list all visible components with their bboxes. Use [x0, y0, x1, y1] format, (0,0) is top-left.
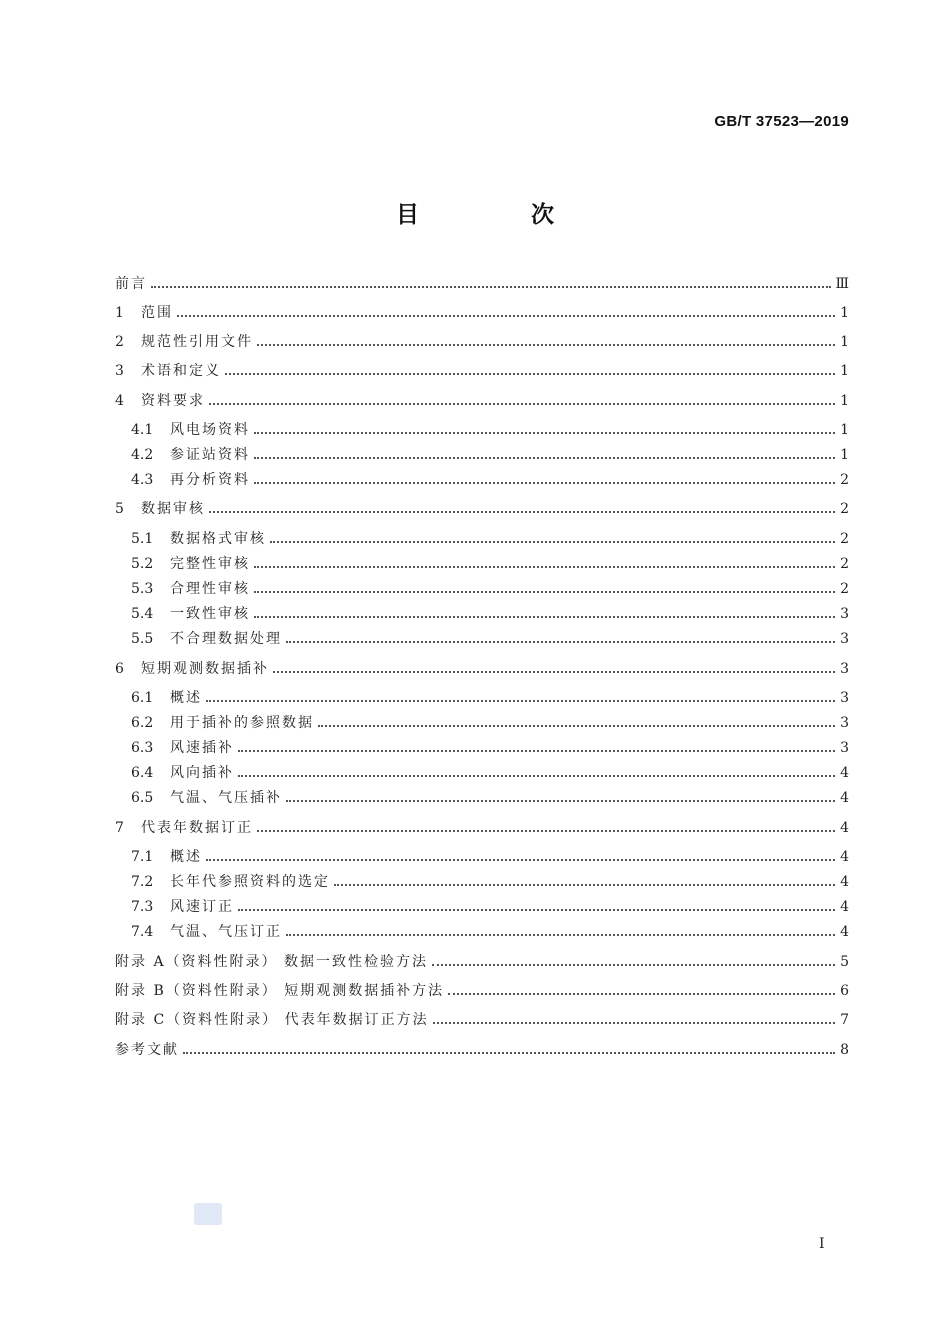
- toc-entry[interactable]: [115, 981, 849, 1001]
- toc-entry[interactable]: [115, 818, 849, 838]
- toc-entry-title: 不合理数据处理: [170, 631, 282, 647]
- toc-entry-page: 2: [840, 531, 849, 547]
- dot-leader: [254, 481, 835, 484]
- toc-entry-number: 5.5: [131, 631, 154, 647]
- toc-entry-page: 1: [840, 363, 849, 379]
- dot-leader: [254, 456, 835, 459]
- toc-entry-page: 8: [840, 1042, 849, 1058]
- dot-leader: [270, 540, 835, 543]
- toc-entry-page: 4: [840, 820, 849, 836]
- dot-leader: [273, 670, 835, 673]
- toc-entry-number: 4.3: [131, 472, 154, 488]
- toc-entry-page: 3: [840, 715, 849, 731]
- toc-entry[interactable]: [131, 847, 849, 867]
- toc-entry-number: 6.5: [131, 790, 154, 806]
- toc-entry[interactable]: [115, 659, 849, 679]
- dot-leader: [257, 829, 835, 832]
- dot-leader: [177, 314, 835, 317]
- toc-entry-page: 4: [840, 765, 849, 781]
- toc-entry-title: 完整性审核: [170, 556, 250, 572]
- toc-entry-title: 风向插补: [170, 765, 234, 781]
- toc-entry-title: 风速订正: [170, 899, 234, 915]
- toc-entry[interactable]: [115, 1010, 849, 1030]
- toc-entry[interactable]: [131, 713, 849, 733]
- toc-entry-page: 4: [840, 849, 849, 865]
- dot-leader: [238, 774, 835, 777]
- toc-entry-number: 6.4: [131, 765, 154, 781]
- toc-entry-title: 用于插补的参照数据: [170, 715, 314, 731]
- toc-entry-page: 1: [840, 422, 849, 438]
- dot-leader: [432, 963, 835, 966]
- dot-leader: [206, 858, 835, 861]
- toc-entry[interactable]: [115, 499, 849, 519]
- toc-entry-page: 1: [840, 393, 849, 409]
- dot-leader: [448, 992, 835, 995]
- toc-entry-number: 5: [115, 501, 124, 517]
- toc-entry-title: 气温、气压插补: [170, 790, 282, 806]
- toc-entry-title: 数据格式审核: [170, 531, 266, 547]
- publisher-logo-watermark-icon: [194, 1203, 222, 1225]
- toc-entry-title: 参证站资料: [170, 447, 250, 463]
- page-number: I: [819, 1236, 825, 1252]
- toc-entry[interactable]: [131, 629, 849, 649]
- toc-entry-title: 合理性审核: [170, 581, 250, 597]
- dot-leader: [183, 1051, 835, 1054]
- toc-entry-number: 6.2: [131, 715, 154, 731]
- dot-leader: [286, 933, 835, 936]
- toc-entry[interactable]: [115, 332, 849, 352]
- toc-entry-number: 7: [115, 820, 124, 836]
- toc-entry-title: 长年代参照资料的选定: [170, 874, 330, 890]
- dot-leader: [254, 565, 835, 568]
- dot-leader: [238, 908, 835, 911]
- toc-entry-number: 5.3: [131, 581, 154, 597]
- toc-entry-page: 3: [840, 690, 849, 706]
- toc-entry[interactable]: [115, 1040, 849, 1060]
- toc-entry-page: 4: [840, 874, 849, 890]
- toc-entry[interactable]: [115, 274, 849, 294]
- dot-leader: [254, 431, 835, 434]
- toc-entry-number: 6.1: [131, 690, 154, 706]
- toc-entry[interactable]: [131, 420, 849, 440]
- dot-leader: [238, 749, 835, 752]
- toc-entry-title: 数据审核: [141, 501, 205, 517]
- toc-entry-title: 附录 C（资料性附录） 代表年数据订正方法: [115, 1012, 429, 1028]
- toc-entry-page: 2: [840, 581, 849, 597]
- dot-leader: [257, 343, 835, 346]
- toc-entry[interactable]: [131, 922, 849, 942]
- dot-leader: [433, 1021, 835, 1024]
- toc-entry-number: 1: [115, 305, 124, 321]
- dot-leader: [254, 590, 835, 593]
- toc-entry-title: 规范性引用文件: [141, 334, 253, 350]
- dot-leader: [334, 883, 835, 886]
- toc-entry-page: 2: [840, 556, 849, 572]
- dot-leader: [209, 510, 835, 513]
- toc-entry[interactable]: [131, 604, 849, 624]
- toc-entry-title: 附录 B（资料性附录） 短期观测数据插补方法: [115, 983, 445, 999]
- dot-leader: [151, 285, 831, 288]
- dot-leader: [225, 372, 835, 375]
- toc-entry-number: 4.2: [131, 447, 154, 463]
- toc-entry[interactable]: [131, 579, 849, 599]
- toc-entry-page: 1: [840, 305, 849, 321]
- toc-entry-title: 附录 A（资料性附录） 数据一致性检验方法: [115, 954, 429, 970]
- toc-entry-page: 5: [840, 954, 849, 970]
- toc-entry[interactable]: [131, 445, 849, 465]
- toc-entry-title: 一致性审核: [170, 606, 250, 622]
- toc-entry-title: 风电场资料: [170, 422, 250, 438]
- toc-entry-number: 5.4: [131, 606, 154, 622]
- toc-entry-title: 范围: [141, 305, 173, 321]
- toc-entry[interactable]: [115, 391, 849, 411]
- dot-leader: [286, 799, 835, 802]
- toc-entry-page: 2: [840, 501, 849, 517]
- toc-entry-page: 3: [840, 606, 849, 622]
- toc-entry-number: 5.2: [131, 556, 154, 572]
- dot-leader: [286, 640, 835, 643]
- toc-entry-page: 3: [840, 740, 849, 756]
- dot-leader: [209, 402, 835, 405]
- toc-entry-title: 气温、气压订正: [170, 924, 282, 940]
- toc-entry-title: 概述: [170, 849, 202, 865]
- toc-entry-page: Ⅲ: [835, 276, 849, 292]
- standard-number: GB/T 37523—2019: [714, 113, 849, 130]
- toc-entry-title: 概述: [170, 690, 202, 706]
- toc-entry[interactable]: [115, 361, 849, 381]
- page-title: 目 次: [395, 202, 606, 228]
- dot-leader: [206, 699, 835, 702]
- toc-entry[interactable]: [115, 952, 849, 972]
- toc-entry-page: 3: [840, 631, 849, 647]
- toc-entry-page: 2: [840, 472, 849, 488]
- toc-entry-number: 4: [115, 393, 124, 409]
- toc-entry-title: 资料要求: [141, 393, 205, 409]
- toc-entry-title: 前言: [115, 276, 147, 292]
- toc-entry-title: 再分析资料: [170, 472, 250, 488]
- toc-entry-page: 4: [840, 899, 849, 915]
- toc-entry-page: 3: [840, 661, 849, 677]
- toc-entry[interactable]: [131, 738, 849, 758]
- toc-entry-number: 7.1: [131, 849, 154, 865]
- toc-entry-number: 7.2: [131, 874, 154, 890]
- toc-entry[interactable]: [131, 554, 849, 574]
- toc-entry-title: 风速插补: [170, 740, 234, 756]
- toc-entry-number: 5.1: [131, 531, 154, 547]
- toc-entry-title: 短期观测数据插补: [141, 661, 269, 677]
- dot-leader: [254, 615, 835, 618]
- toc-entry-number: 6: [115, 661, 124, 677]
- toc-entry-number: 7.3: [131, 899, 154, 915]
- toc-entry[interactable]: [131, 688, 849, 708]
- toc-entry-number: 3: [115, 363, 124, 379]
- toc-entry[interactable]: [131, 788, 849, 808]
- toc-entry-page: 1: [840, 447, 849, 463]
- toc-entry-page: 4: [840, 924, 849, 940]
- toc-entry[interactable]: [131, 763, 849, 783]
- toc-entry-title: 参考文献: [115, 1042, 179, 1058]
- toc-entry-number: 7.4: [131, 924, 154, 940]
- toc-entry-page: 6: [840, 983, 849, 999]
- toc-entry-page: 1: [840, 334, 849, 350]
- toc-entry-title: 代表年数据订正: [141, 820, 253, 836]
- toc-entry-number: 4.1: [131, 422, 154, 438]
- toc-entry-page: 7: [840, 1012, 849, 1028]
- toc-entry[interactable]: [131, 872, 849, 892]
- toc-entry-title: 术语和定义: [141, 363, 221, 379]
- toc-entry[interactable]: [115, 303, 849, 323]
- toc-entry[interactable]: [131, 897, 849, 917]
- toc-entry[interactable]: [131, 470, 849, 490]
- toc-entry[interactable]: [131, 529, 849, 549]
- toc-entry-number: 6.3: [131, 740, 154, 756]
- toc-entry-page: 4: [840, 790, 849, 806]
- toc-entry-number: 2: [115, 334, 124, 350]
- dot-leader: [318, 724, 835, 727]
